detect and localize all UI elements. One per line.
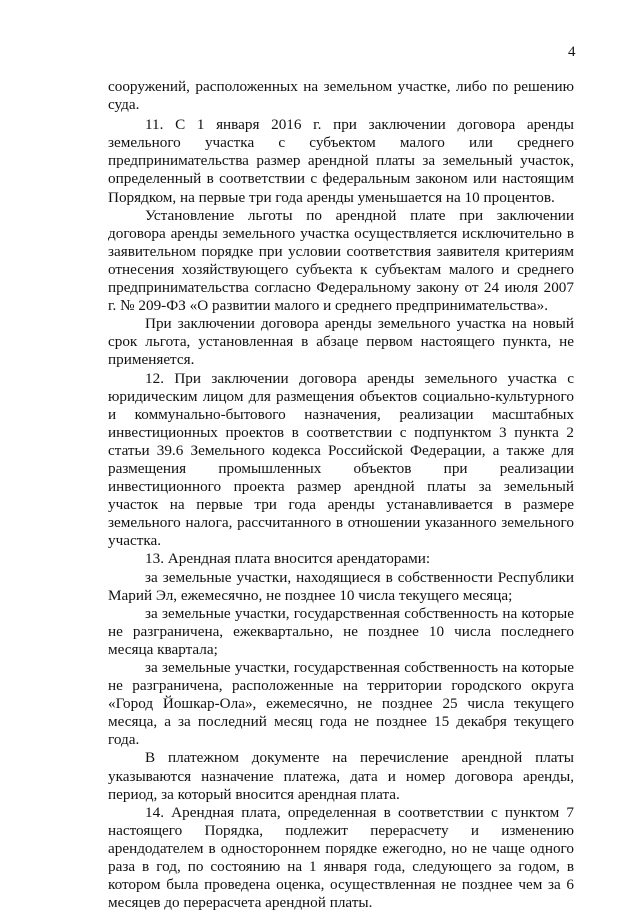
paragraph-continuation: сооружений, расположенных на земельном участке, либо по решению суда. (108, 78, 574, 114)
paragraph-payment-quarterly: за земельные участки, государственная собственность на которые не разграничена, ежеквартально, не позднее 10 числа последнего месяца квартала; (108, 604, 574, 658)
paragraph-item-13: 13. Арендная плата вносится арендаторами: (145, 550, 431, 568)
paragraph-payment-document: В платежном документе на перечисление арендной платы указываются назначение платежа, дата и номер договора аренды, период, за который вносится арендная плата. (108, 749, 574, 803)
document-body (108, 78, 574, 912)
paragraph-item-12: 12. При заключении договора аренды земельного участка с юридическим лицом для размещения объектов социально-культурного и коммунально-бытового назначения, реализации масштабных инвестиционных проектов в соответствии с подпунктом 3 пункта 2 статьи 39.6 Земельного кодекса Российской Федерации, а также для размещения промышленных объектов при реализации инвестиционного проекта размер арендной платы за земельный участок на первые три года аренды устанавливается в размере земельного налога, рассчитанного в отношении указанного земельного участка. (108, 369, 574, 550)
paragraph-payment-republic: за земельные участки, находящиеся в собственности Республики Марий Эл, ежемесячно, не позднее 10 числа текущего месяца; (108, 568, 574, 604)
paragraph-payment-city: за земельные участки, государственная собственность на которые не разграничена, расположенные на территории городского округа «Город Йошкар-Ола», ежемесячно, не позднее 25 числа текущего месяца, а за последний месяц года не позднее 15 декабря текущего года. (108, 659, 574, 749)
paragraph-benefit-new-term: При заключении договора аренды земельного участка на новый срок льгота, установленная в абзаце первом настоящего пункта, не применяется. (108, 315, 574, 369)
paragraph-item-14: 14. Арендная плата, определенная в соответствии с пунктом 7 настоящего Порядка, подлежит перерасчету и изменению арендодателем в одностороннем порядке ежегодно, но не чаще одного раза в год, по состоянию на 1 января года, следующего за годом, в котором была проведена оценка, осуществленная не позднее чем за 6 месяцев до перерасчета арендной платы. (108, 803, 574, 912)
paragraph-benefit-conditions: Установление льготы по арендной плате при заключении договора аренды земельного участка осуществляется исключительно в заявительном порядке при условии соответствия заявителя критериям отнесения хозяйствующего субъекта к субъектам малого и среднего предпринимательства согласно Федеральному закону от 24 июля 2007 г. № 209-ФЗ «О развитии малого и среднего предпринимательства». (108, 206, 574, 315)
paragraph-item-11: 11. С 1 января 2016 г. при заключении договора аренды земельного участка с субъектом малого или среднего предпринимательства размер арендной платы за земельный участок, определенный в соответствии с федеральным законом или настоящим Порядком, на первые три года аренды уменьшается на 10 процентов. (108, 116, 574, 206)
page-number: 4 (568, 44, 576, 60)
